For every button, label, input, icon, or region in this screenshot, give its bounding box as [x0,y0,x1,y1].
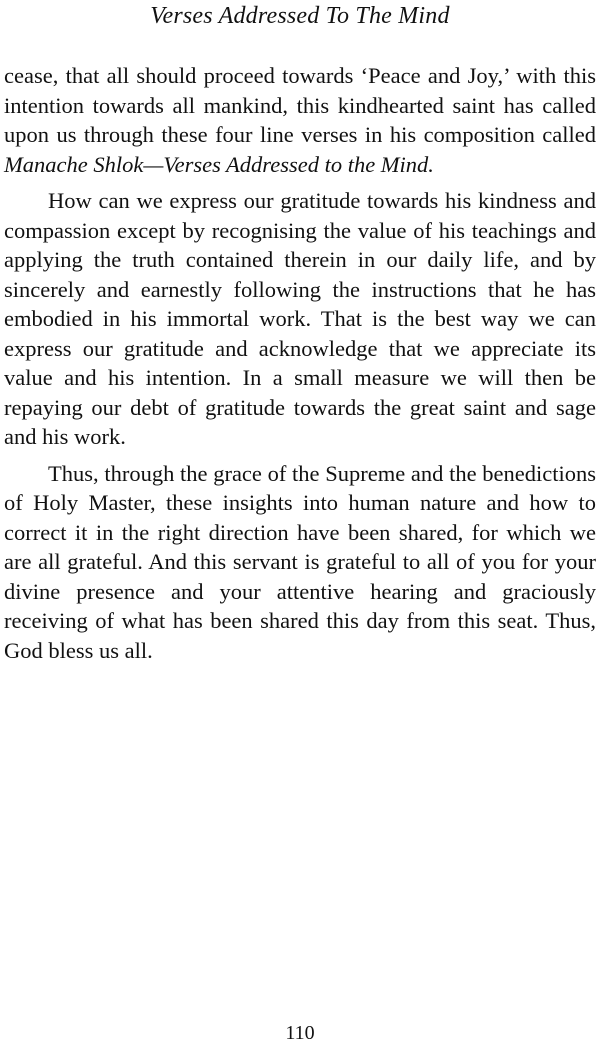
running-head-title: Verses Addressed To The Mind [150,3,450,29]
paragraph-1-text: cease, that all should proceed towards ‘Peace and Joy,’ with this intention towards all mankind, this kindhearted saint has called upon us through these four line verses in his composition called [4,63,596,147]
paragraph-continuation [4,61,596,179]
paragraph-gratitude: How can we express our gratitude towards his kindness and compassion except by recognising the value of his teachings and applying the truth contained therein in our daily life, and by sincerely and earnestly following the instructions that he has embodied in his immortal work. That is the best way we can express our gratitude and acknowledge that we appreciate its value and his intention. In a small measure we will then be repaying our debt of gratitude towards the great saint and sage and his work. [4,188,596,449]
work-title-italic: Manache Shlok—Verses Addressed to the Mind. [4,151,434,177]
page-body [4,61,596,665]
page-number: 110 [285,1022,315,1044]
paragraph-closing: Thus, through the grace of the Supreme and the benedictions of Holy Master, these insights into human nature and how to correct it in the right direction have been shared, for which we are all grateful. And this servant is grateful to all of you for your divine presence and your attentive hearing and graciously receiving of what has been shared this day from this seat. Thus, God bless us all. [4,460,596,663]
